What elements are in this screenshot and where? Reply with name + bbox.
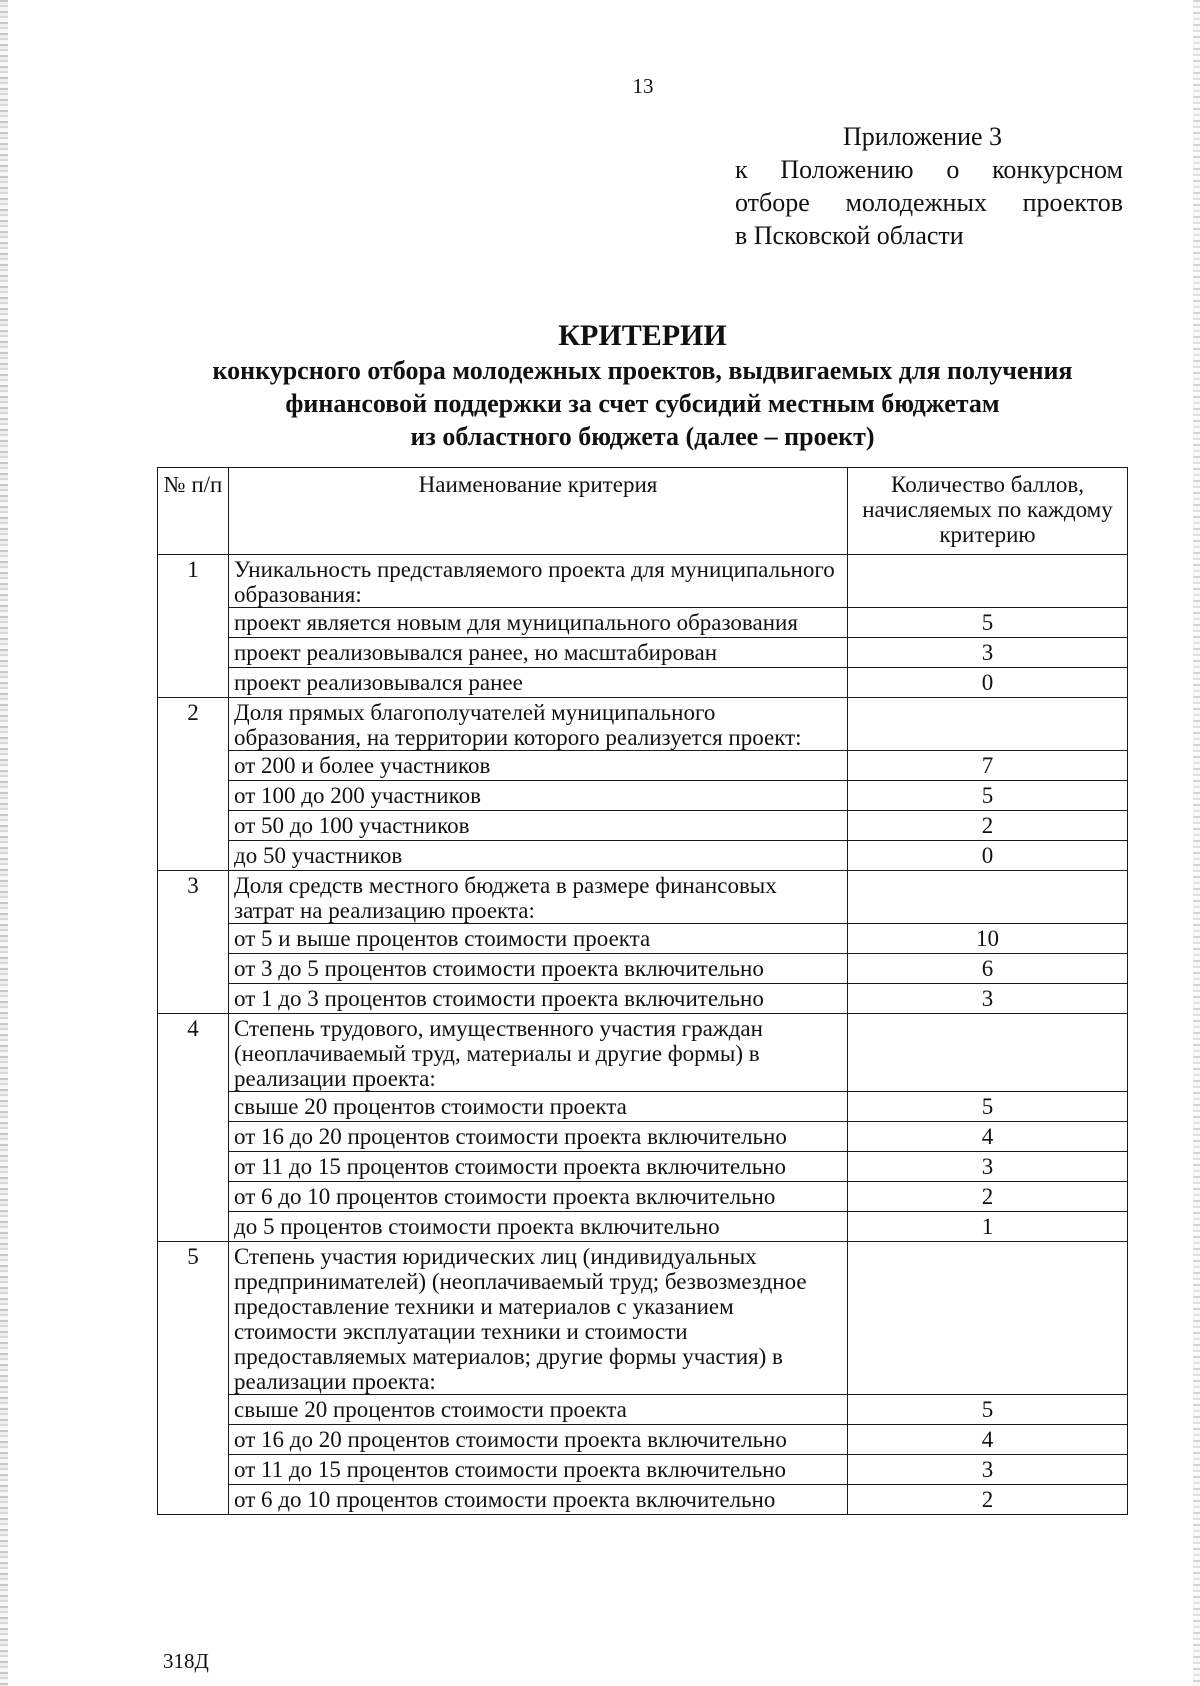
- criterion-number: 1: [158, 555, 229, 698]
- option-row: [158, 924, 1128, 954]
- option-row: [158, 1212, 1128, 1242]
- footer-code: 318Д: [163, 1649, 209, 1673]
- option-label: от 200 и более участников: [229, 751, 848, 781]
- option-points: 4: [848, 1425, 1128, 1455]
- heading-subtitle-line: финансовой поддержки за счет субсидий местным бюджетам: [285, 389, 1000, 418]
- scan-edge-left: [0, 0, 8, 1686]
- criterion-points-empty: [848, 1014, 1128, 1092]
- option-points: 6: [848, 954, 1128, 984]
- option-label: от 11 до 15 процентов стоимости проекта включительно: [229, 1152, 848, 1182]
- option-row: [158, 751, 1128, 781]
- option-row: [158, 811, 1128, 841]
- option-points: 3: [848, 638, 1128, 668]
- heading-title: КРИТЕРИИ: [558, 319, 727, 352]
- header-points: Количество баллов, начисляемых по каждому критерию: [848, 468, 1128, 555]
- option-points: 0: [848, 668, 1128, 698]
- option-label: от 50 до 100 участников: [229, 811, 848, 841]
- option-label: от 5 и выше процентов стоимости проекта: [229, 924, 848, 954]
- option-points: 2: [848, 811, 1128, 841]
- option-row: [158, 608, 1128, 638]
- option-points: 3: [848, 1455, 1128, 1485]
- option-points: 5: [848, 781, 1128, 811]
- option-label: от 6 до 10 процентов стоимости проекта включительно: [229, 1485, 848, 1515]
- criterion-row: [158, 555, 1128, 608]
- option-points: 0: [848, 841, 1128, 871]
- criterion-row: [158, 1242, 1128, 1395]
- criterion-number: 3: [158, 871, 229, 1014]
- criterion-title: Степень участия юридических лиц (индивидуальных предпринимателей) (неоплачиваемый труд; безвозмездное предоставление техники и материалов с указанием стоимости эксплуатации техники и стоимости предоставляемых материалов; другие формы участия) в реализации проекта:: [229, 1242, 848, 1395]
- option-points: 5: [848, 608, 1128, 638]
- appendix-line: к Положению о конкурсном: [735, 155, 1123, 184]
- page-number: 13: [632, 74, 654, 98]
- appendix-line: отборе молодежных проектов: [735, 188, 1123, 217]
- option-label: от 11 до 15 процентов стоимости проекта включительно: [229, 1455, 848, 1485]
- option-row: [158, 1455, 1128, 1485]
- header-name: Наименование критерия: [229, 468, 848, 555]
- option-row: [158, 1092, 1128, 1122]
- criterion-points-empty: [848, 871, 1128, 924]
- option-points: 2: [848, 1182, 1128, 1212]
- criterion-points-empty: [848, 555, 1128, 608]
- heading-subtitle-line: из областного бюджета (далее – проект): [410, 422, 875, 451]
- option-row: [158, 984, 1128, 1014]
- option-label: от 3 до 5 процентов стоимости проекта включительно: [229, 954, 848, 984]
- option-label: проект реализовывался ранее: [229, 668, 848, 698]
- option-points: 5: [848, 1092, 1128, 1122]
- option-label: от 1 до 3 процентов стоимости проекта включительно: [229, 984, 848, 1014]
- criterion-number: 2: [158, 698, 229, 871]
- criterion-row: [158, 1014, 1128, 1092]
- option-label: до 50 участников: [229, 841, 848, 871]
- option-label: от 16 до 20 процентов стоимости проекта включительно: [229, 1122, 848, 1152]
- option-points: 1: [848, 1212, 1128, 1242]
- option-points: 7: [848, 751, 1128, 781]
- criterion-points-empty: [848, 1242, 1128, 1395]
- option-label: свыше 20 процентов стоимости проекта: [229, 1092, 848, 1122]
- option-row: [158, 668, 1128, 698]
- option-points: 4: [848, 1122, 1128, 1152]
- criterion-row: [158, 698, 1128, 751]
- header-num: № п/п: [158, 468, 229, 555]
- criterion-title: Доля прямых благополучателей муниципального образования, на территории которого реализуется проект:: [229, 698, 848, 751]
- criterion-title: Доля средств местного бюджета в размере финансовых затрат на реализацию проекта:: [229, 871, 848, 924]
- option-label: до 5 процентов стоимости проекта включительно: [229, 1212, 848, 1242]
- option-row: [158, 781, 1128, 811]
- criterion-points-empty: [848, 698, 1128, 751]
- option-points: 2: [848, 1485, 1128, 1515]
- option-label: проект реализовывался ранее, но масштабирован: [229, 638, 848, 668]
- table-header-row: [158, 468, 1128, 555]
- option-label: проект является новым для муниципального образования: [229, 608, 848, 638]
- option-label: от 6 до 10 процентов стоимости проекта включительно: [229, 1182, 848, 1212]
- option-row: [158, 841, 1128, 871]
- option-points: 3: [848, 1152, 1128, 1182]
- option-row: [158, 1395, 1128, 1425]
- heading-subtitle-line: конкурсного отбора молодежных проектов, выдвигаемых для получения: [212, 356, 1073, 385]
- criterion-number: 4: [158, 1014, 229, 1242]
- criteria-table: [157, 467, 1128, 1515]
- option-row: [158, 638, 1128, 668]
- option-points: 3: [848, 984, 1128, 1014]
- option-row: [158, 1485, 1128, 1515]
- option-row: [158, 954, 1128, 984]
- criterion-row: [158, 871, 1128, 924]
- criterion-number: 5: [158, 1242, 229, 1515]
- criterion-title: Степень трудового, имущественного участия граждан (неоплачиваемый труд, материалы и другие формы) в реализации проекта:: [229, 1014, 848, 1092]
- option-points: 10: [848, 924, 1128, 954]
- criteria-body: [158, 555, 1128, 1515]
- option-label: от 100 до 200 участников: [229, 781, 848, 811]
- option-label: свыше 20 процентов стоимости проекта: [229, 1395, 848, 1425]
- option-row: [158, 1182, 1128, 1212]
- option-points: 5: [848, 1395, 1128, 1425]
- option-row: [158, 1122, 1128, 1152]
- option-label: от 16 до 20 процентов стоимости проекта включительно: [229, 1425, 848, 1455]
- document-heading: [150, 318, 1135, 453]
- option-row: [158, 1425, 1128, 1455]
- scan-edge-right: [1193, 0, 1200, 1686]
- criterion-title: Уникальность представляемого проекта для муниципального образования:: [229, 555, 848, 608]
- option-row: [158, 1152, 1128, 1182]
- appendix-line: в Псковской области: [735, 221, 964, 250]
- appendix-title: Приложение 3: [843, 122, 1003, 151]
- appendix-block: [735, 120, 1123, 252]
